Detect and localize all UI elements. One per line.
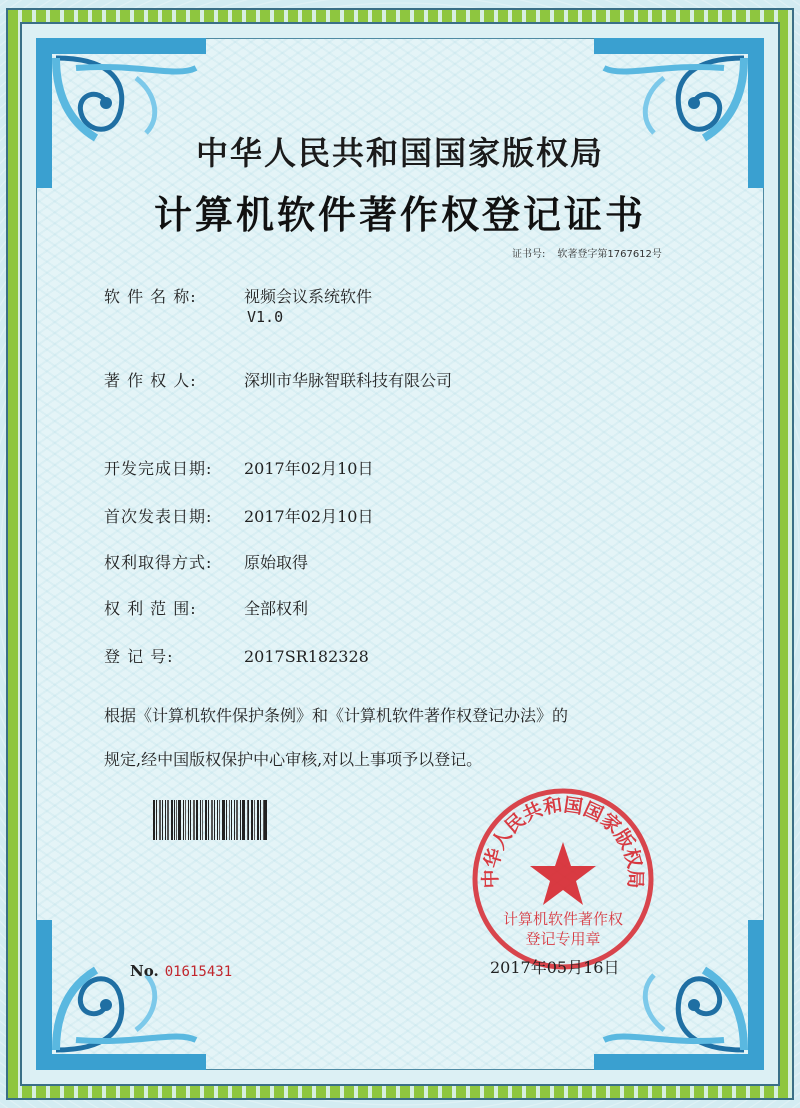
software-version: V1.0	[247, 308, 284, 326]
rights-scope-row	[104, 596, 308, 619]
copyright-owner-row	[104, 368, 452, 391]
acquisition-method-row	[104, 550, 308, 573]
software-name-value: 视频会议系统软件	[244, 287, 373, 306]
copyright-owner-label: 著 作 权 人:	[104, 371, 197, 390]
serial-label: No.	[130, 962, 159, 980]
statement-line-1: 根据《计算机软件保护条例》和《计算机软件著作权登记办法》的	[104, 706, 569, 725]
certificate-number	[512, 245, 674, 260]
rights-scope-value: 全部权利	[244, 599, 309, 618]
statement-line-2: 规定,经中国版权保护中心审核,对以上事项予以登记。	[104, 750, 483, 769]
registration-number-value: 2017SR182328	[244, 647, 369, 666]
seal-inner-line-1: 计算机软件著作权	[502, 910, 624, 928]
certificate-number-label: 证书号:	[512, 249, 546, 260]
official-seal-icon	[468, 784, 658, 974]
corner-ornament-icon	[36, 920, 206, 1070]
acquisition-method-label: 权利取得方式:	[104, 553, 213, 572]
publication-date-row	[104, 504, 373, 527]
copyright-owner-value: 深圳市华脉智联科技有限公司	[244, 371, 453, 390]
software-name-label: 软 件 名 称:	[104, 287, 197, 306]
acquisition-method-value: 原始取得	[244, 553, 309, 572]
barcode-icon	[153, 800, 269, 840]
completion-date-value: 2017年02月10日	[244, 459, 374, 478]
issue-date: 2017年05月16日	[490, 958, 620, 977]
publication-date-value: 2017年02月10日	[244, 507, 374, 526]
publication-date-label: 首次发表日期:	[104, 507, 213, 526]
software-name-row	[104, 284, 372, 307]
serial-number	[130, 962, 232, 980]
completion-date-label: 开发完成日期:	[104, 459, 213, 478]
registration-number-row	[104, 644, 369, 667]
registration-number-label: 登 记 号:	[104, 647, 174, 666]
rights-scope-label: 权 利 范 围:	[104, 599, 197, 618]
issuing-authority: 中华人民共和国国家版权局	[195, 134, 604, 172]
seal-outer-text: 中华人民共和国国家版权局	[479, 794, 647, 889]
certificate-number-value: 软著登字第1767612号	[557, 249, 662, 260]
serial-value: 01615431	[164, 964, 233, 980]
seal-inner-line-2: 登记专用章	[525, 930, 601, 948]
completion-date-row	[104, 456, 373, 479]
certificate-title: 计算机软件著作权登记证书	[153, 192, 646, 237]
